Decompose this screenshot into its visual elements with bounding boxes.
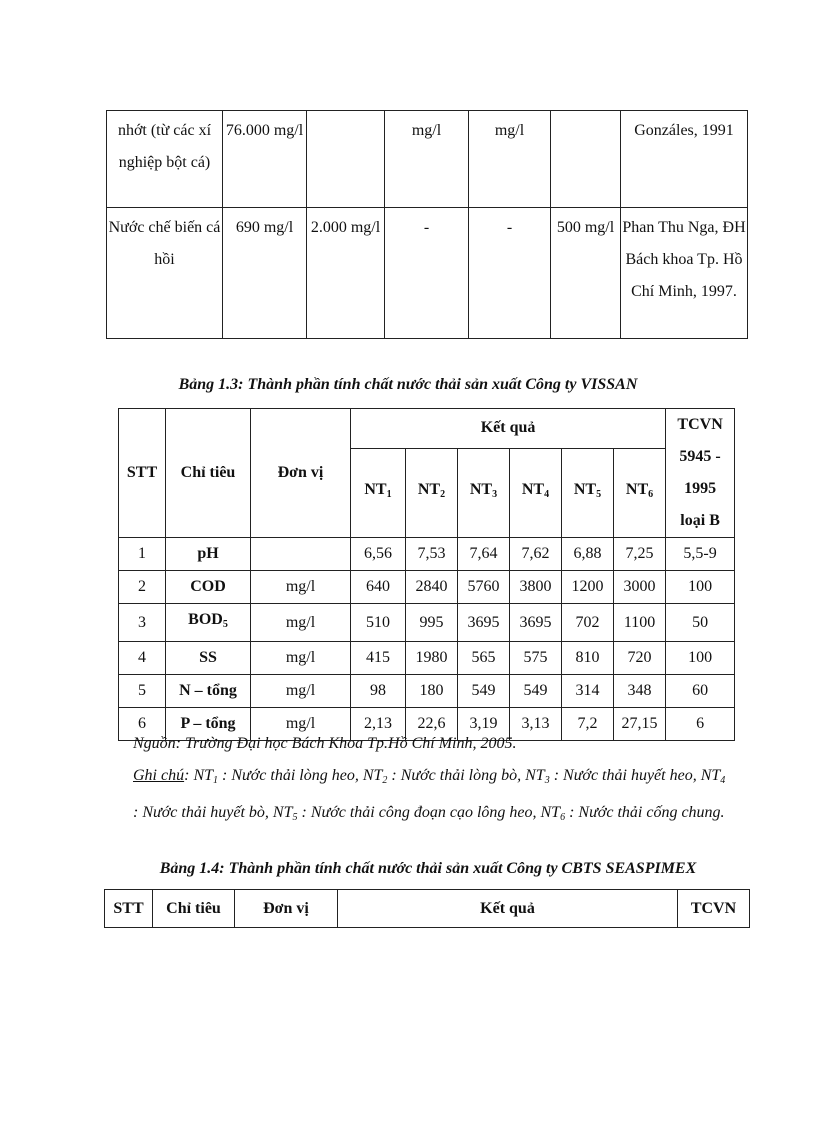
header-tcvn: TCVN 5945 - 1995 loại B — [666, 409, 735, 538]
cell-don-vi: mg/l — [251, 604, 351, 642]
cell-value: 3000 — [614, 571, 666, 604]
table-row — [107, 111, 748, 208]
cell-don-vi: mg/l — [251, 571, 351, 604]
nt-prefix: NT — [417, 481, 441, 499]
nt-subscript: 1 — [386, 489, 392, 501]
cell-don-vi: mg/l — [251, 675, 351, 708]
chi-tieu-name: pH — [197, 545, 219, 562]
nt-subscript: 2 — [440, 489, 446, 501]
table-1-3-caption: Bảng 1.3: Thành phần tính chất nước thải sản xuất Công ty VISSAN — [178, 376, 638, 393]
cell-stt: 4 — [119, 642, 166, 675]
cell-value: 7,64 — [458, 538, 510, 571]
t14-header-don-vi: Đơn vị — [235, 890, 338, 928]
nt-subscript: 6 — [648, 489, 654, 501]
note-text: : Nước thải cống chung. — [565, 804, 725, 821]
note-nt-prefix: NT — [362, 767, 383, 784]
nt-prefix: NT — [625, 481, 649, 499]
note-nt-subscript: 1 — [213, 775, 219, 786]
cell-tcvn: 100 — [666, 642, 735, 675]
table-cell: - — [469, 208, 551, 339]
cell-value: 314 — [562, 675, 614, 708]
header-nt-5 — [562, 448, 614, 537]
cell-value: 415 — [351, 642, 406, 675]
cell-value: 3,19 — [458, 708, 510, 741]
nt-subscript: 5 — [596, 489, 602, 501]
cell-don-vi: mg/l — [251, 642, 351, 675]
table-row — [119, 571, 735, 604]
cell-value: 3800 — [510, 571, 562, 604]
note-nt-subscript: 5 — [292, 812, 298, 823]
cell-value: 1200 — [562, 571, 614, 604]
table-cell: - — [385, 208, 469, 339]
note-item — [541, 804, 725, 821]
cell-tcvn: 100 — [666, 571, 735, 604]
cell-value: 1980 — [406, 642, 458, 675]
table-cell — [551, 111, 621, 208]
nt-subscript: 4 — [544, 489, 550, 501]
chi-tieu-name: SS — [199, 649, 217, 666]
note-label: Ghi chú — [133, 767, 185, 784]
note-item — [273, 804, 541, 821]
cell-chi-tieu — [166, 604, 251, 642]
header-don-vi: Đơn vị — [251, 409, 351, 538]
cell-value: 5760 — [458, 571, 510, 604]
header-nt-2 — [406, 448, 458, 537]
cell-value: 27,15 — [614, 708, 666, 741]
cell-value: 2840 — [406, 571, 458, 604]
header-ket-qua: Kết quả — [351, 409, 666, 449]
note-nt-prefix: NT — [272, 804, 293, 821]
header-nt-3 — [458, 448, 510, 537]
cell-value: 640 — [351, 571, 406, 604]
note-item — [525, 767, 701, 784]
table-row — [119, 675, 735, 708]
note-nt-prefix: NT — [540, 804, 561, 821]
cell-tcvn: 5,5-9 — [666, 538, 735, 571]
table-cell: 500 mg/l — [551, 208, 621, 339]
table-cell: Gonzáles, 1991 — [621, 111, 748, 208]
cell-value: 1100 — [614, 604, 666, 642]
cell-value: 7,25 — [614, 538, 666, 571]
table-row — [119, 642, 735, 675]
cell-stt: 5 — [119, 675, 166, 708]
table-1-3-source: Nguồn: Trường Đại học Bách Khoa Tp.Hồ Chí Minh, 2005. — [133, 735, 517, 752]
cell-value: 810 — [562, 642, 614, 675]
table-cell: 690 mg/l — [223, 208, 307, 339]
chi-tieu-subscript: 5 — [222, 619, 228, 630]
cell-value: 565 — [458, 642, 510, 675]
cell-value: 2,13 — [351, 708, 406, 741]
cell-stt: 6 — [119, 708, 166, 741]
note-nt-subscript: 4 — [720, 775, 726, 786]
cell-value: 549 — [458, 675, 510, 708]
cell-stt: 1 — [119, 538, 166, 571]
table-cell: mg/l — [469, 111, 551, 208]
note-nt-prefix: NT — [700, 767, 721, 784]
header-stt: STT — [119, 409, 166, 538]
cell-tcvn: 50 — [666, 604, 735, 642]
cell-value: 3695 — [458, 604, 510, 642]
cell-value: 348 — [614, 675, 666, 708]
t14-header-ket-qua: Kết quả — [338, 890, 678, 928]
note-nt-subscript: 2 — [382, 775, 388, 786]
header-nt-4 — [510, 448, 562, 537]
nt-prefix: NT — [573, 481, 597, 499]
table-cell — [307, 111, 385, 208]
note-nt-prefix: NT — [525, 767, 545, 784]
cell-value: 7,62 — [510, 538, 562, 571]
header-chi-tieu: Chỉ tiêu — [166, 409, 251, 538]
cell-tcvn: 60 — [666, 675, 735, 708]
table-1-4-caption: Bảng 1.4: Thành phần tính chất nước thải sản xuất Công ty CBTS SEASPIMEX — [159, 860, 697, 877]
chi-tieu-name: COD — [190, 578, 226, 595]
note-nt-prefix: NT — [193, 767, 214, 784]
cell-value: 22,6 — [406, 708, 458, 741]
table-1-3 — [118, 408, 735, 741]
continued-table — [106, 110, 748, 339]
note-nt-subscript: 6 — [560, 812, 566, 823]
nt-prefix: NT — [521, 481, 545, 499]
cell-value: 7,53 — [406, 538, 458, 571]
cell-chi-tieu — [166, 571, 251, 604]
table-cell: mg/l — [385, 111, 469, 208]
cell-value: 3695 — [510, 604, 562, 642]
note-item — [193, 767, 362, 784]
nt-subscript: 3 — [492, 489, 498, 501]
header-nt-6 — [614, 448, 666, 537]
cell-value: 7,2 — [562, 708, 614, 741]
cell-value: 702 — [562, 604, 614, 642]
cell-value: 995 — [406, 604, 458, 642]
table-row — [107, 208, 748, 339]
note-nt-subscript: 3 — [544, 775, 550, 786]
cell-chi-tieu — [166, 675, 251, 708]
table-1-3-note: Ghi chú: $NT_1$ : Nước thải lòng heo, $NT_2$ : Nước thải lòng bò, $NT_3$ : Nước thải huyết heo, $NT_4$ : Nước thải huyết bò, $NT_5$ : Nước thải công đoạn cạo lông heo, $NT_6$ : Nước thải cống chung. — [133, 767, 726, 823]
cell-value: 6,88 — [562, 538, 614, 571]
nt-prefix: NT — [364, 481, 387, 499]
cell-value: 575 — [510, 642, 562, 675]
t14-header-chi-tieu: Chỉ tiêu — [153, 890, 235, 928]
cell-don-vi — [251, 538, 351, 571]
cell-chi-tieu — [166, 642, 251, 675]
cell-value: 549 — [510, 675, 562, 708]
cell-value: 6,56 — [351, 538, 406, 571]
table-cell: Phan Thu Nga, ĐH Bách khoa Tp. Hồ Chí Minh, 1997. — [621, 208, 748, 339]
cell-chi-tieu — [166, 538, 251, 571]
table-1-4 — [104, 889, 750, 928]
note-text: : Nước thải huyết heo, — [549, 767, 701, 784]
note-text: : Nước thải huyết bò, — [133, 804, 273, 821]
chi-tieu-name: P – tổng — [180, 715, 236, 732]
table-row — [119, 538, 735, 571]
table-cell: 2.000 mg/l — [307, 208, 385, 339]
cell-stt: 2 — [119, 571, 166, 604]
cell-tcvn: 6 — [666, 708, 735, 741]
note-text: : Nước thải lòng bò, — [387, 767, 526, 784]
cell-stt: 3 — [119, 604, 166, 642]
header-nt-1 — [351, 448, 406, 537]
cell-value: 3,13 — [510, 708, 562, 741]
note-item — [363, 767, 525, 784]
note-text: : Nước thải lòng heo, — [218, 767, 363, 784]
cell-value: 98 — [351, 675, 406, 708]
cell-value: 720 — [614, 642, 666, 675]
t14-header-tcvn: TCVN — [678, 890, 750, 928]
cell-don-vi: mg/l — [251, 708, 351, 741]
note-text: : Nước thải công đoạn cạo lông heo, — [297, 804, 541, 821]
table-cell: 76.000 mg/l — [223, 111, 307, 208]
table-row — [119, 604, 735, 642]
table-cell: nhớt (từ các xí nghiệp bột cá) — [107, 111, 223, 208]
chi-tieu-name: N – tổng — [179, 682, 237, 699]
table-cell: Nước chế biến cá hồi — [107, 208, 223, 339]
nt-prefix: NT — [469, 481, 493, 499]
t14-header-stt: STT — [105, 890, 153, 928]
chi-tieu-name: BOD — [188, 611, 223, 628]
cell-value: 180 — [406, 675, 458, 708]
cell-value: 510 — [351, 604, 406, 642]
